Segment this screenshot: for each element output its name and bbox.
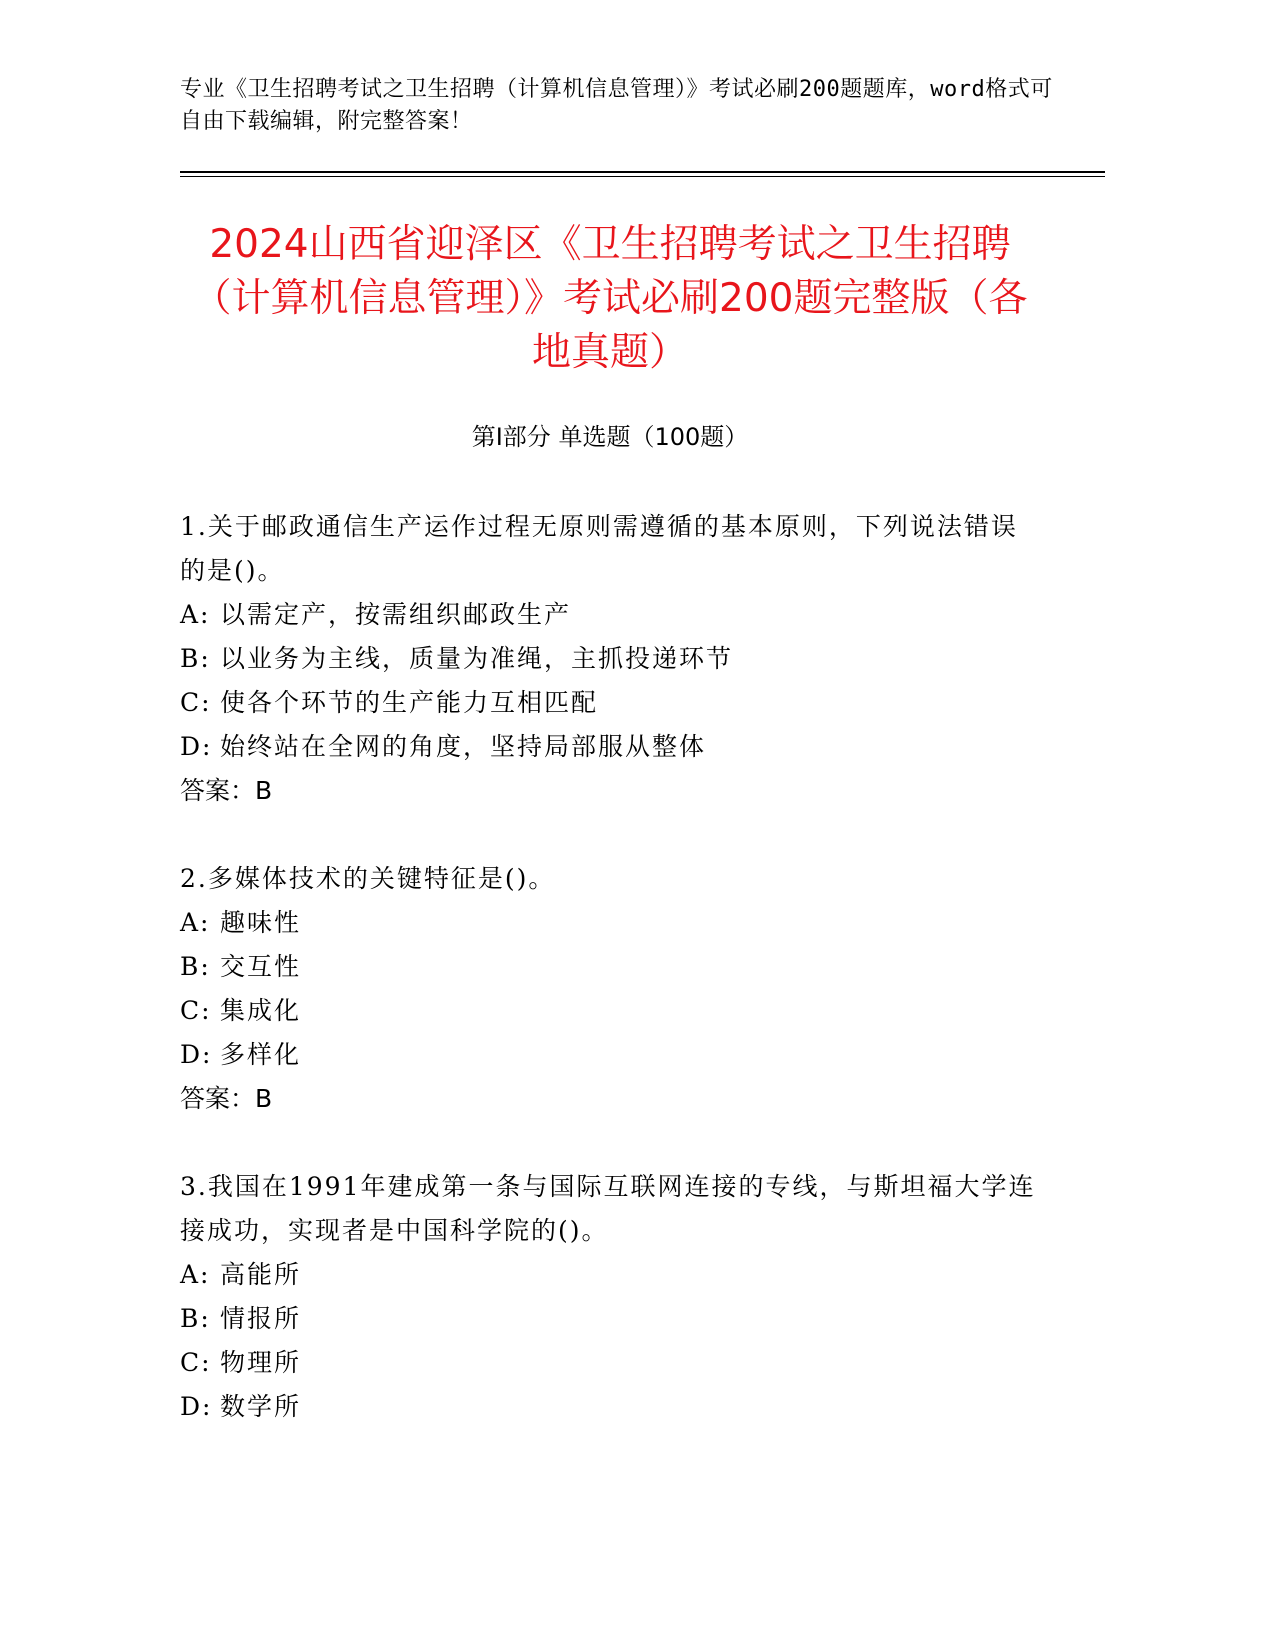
option-text: 物理所 — [220, 1348, 302, 1377]
header-note: 专业《卫生招聘考试之卫生招聘（计算机信息管理）》考试必刷200题题库，word格式可自由下载编辑，附完整答案！ — [180, 77, 1053, 134]
option-text: 交互性 — [220, 952, 302, 981]
question-stem: 2.多媒体技术的关键特征是()。 — [180, 864, 556, 893]
option-text: 集成化 — [220, 996, 302, 1025]
option-d — [180, 725, 1040, 769]
option-b — [180, 945, 1040, 989]
question-list — [180, 505, 1040, 1473]
question-item — [180, 857, 1040, 1121]
option-letter: C: — [180, 688, 212, 717]
answer-line: 答案：B — [180, 776, 273, 805]
question-stem: 1.关于邮政通信生产运作过程无原则需遵循的基本原则，下列说法错误的是()。 — [180, 512, 1018, 585]
option-letter: D: — [180, 732, 213, 761]
option-d — [180, 1033, 1040, 1077]
option-c — [180, 681, 1040, 725]
option-a — [180, 1253, 1040, 1297]
option-a — [180, 901, 1040, 945]
answer-line: 答案：B — [180, 1084, 273, 1113]
header-divider-thin — [180, 176, 1105, 177]
option-b — [180, 1297, 1040, 1341]
option-text: 数学所 — [220, 1392, 302, 1421]
option-b — [180, 637, 1040, 681]
option-letter: D: — [180, 1392, 213, 1421]
option-text: 始终站在全网的角度，坚持局部服从整体 — [220, 732, 707, 761]
option-letter: B: — [180, 952, 211, 981]
document-title: 2024山西省迎泽区《卫生招聘考试之卫生招聘（计算机信息管理）》考试必刷200题完整版（各地真题） — [192, 222, 1028, 375]
option-c — [180, 1341, 1040, 1385]
option-letter: A: — [180, 1260, 211, 1289]
option-text: 多样化 — [220, 1040, 302, 1069]
option-letter: C: — [180, 996, 212, 1025]
option-letter: D: — [180, 1040, 213, 1069]
option-text: 高能所 — [220, 1260, 302, 1289]
option-d — [180, 1385, 1040, 1429]
option-letter: B: — [180, 1304, 211, 1333]
section-heading: 第Ⅰ部分 单选题（100题） — [471, 423, 749, 451]
option-text: 情报所 — [220, 1304, 302, 1333]
option-text: 使各个环节的生产能力互相匹配 — [220, 688, 599, 717]
question-stem: 3.我国在1991年建成第一条与国际互联网连接的专线，与斯坦福大学连接成功，实现者是中国科学院的()。 — [180, 1172, 1036, 1245]
option-letter: C: — [180, 1348, 212, 1377]
option-letter: A: — [180, 600, 211, 629]
option-letter: A: — [180, 908, 211, 937]
question-item — [180, 505, 1040, 813]
option-text: 趣味性 — [220, 908, 302, 937]
option-a — [180, 593, 1040, 637]
option-c — [180, 989, 1040, 1033]
header-divider-thick — [180, 171, 1105, 173]
option-text: 以业务为主线，质量为准绳，主抓投递环节 — [220, 644, 734, 673]
question-item — [180, 1165, 1040, 1429]
option-letter: B: — [180, 644, 211, 673]
option-text: 以需定产，按需组织邮政生产 — [220, 600, 572, 629]
